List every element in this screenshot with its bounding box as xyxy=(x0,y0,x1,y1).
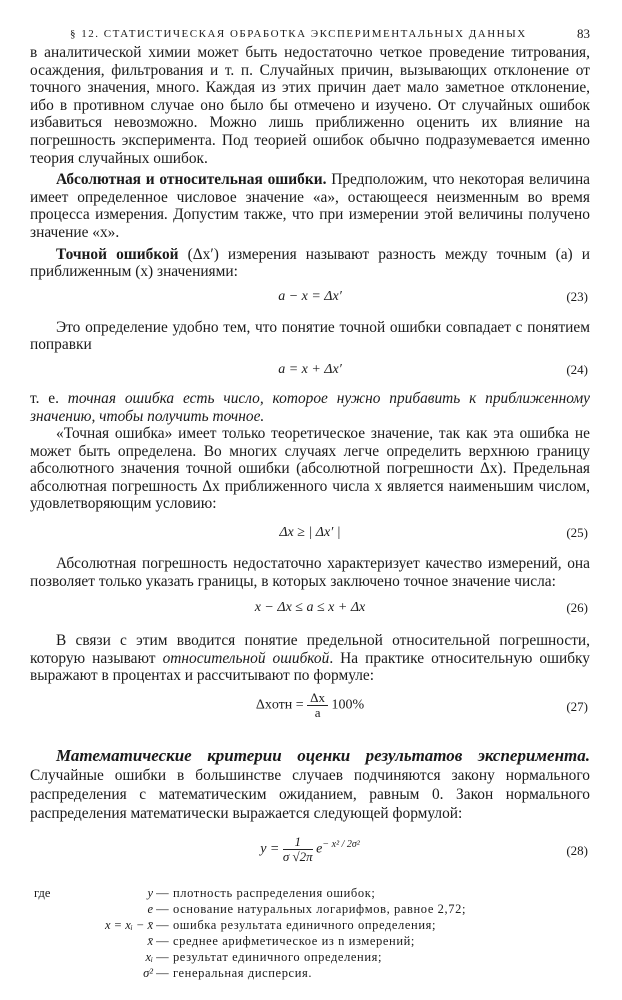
paragraph-absolute-insufficient: Абсолютная погрешность недостаточно характеризует качество измерений, она позволяет только указать границы, в которых заключено точное значение числа: xyxy=(30,555,590,590)
book-page xyxy=(30,22,590,985)
page-number: 83 xyxy=(577,26,590,41)
paragraph-random-errors: в аналитической химии может быть недостаточно четкое проведение титрования, осаждения, фильтрования и т. п. Случайных причин, вызывающих отклонение от точного значения, много. Каждая из этих причин дает мало заметное отклонение, ибо в противном случае оно было бы отмечено и изучено. От случайных ошибок избавиться невозможно. Можно лишь приближенно оценить их влияние на погрешность эксперимента. Под теорией ошибок обычно подразумевается именно теория случайных ошибок. xyxy=(30,44,590,167)
legend-row: x = xᵢ − x̄ — ошибка результата единичного определения; xyxy=(105,918,437,933)
formula-legend xyxy=(30,885,590,985)
paragraph-relative-error: В связи с этим вводится понятие предельной относительной погрешности, которую называют относительной ошибкой. На практике относительную ошибку выражают в процентах и рассчитывают по формуле: xyxy=(30,632,590,685)
term-exact-error: Точной ошибкой xyxy=(56,245,179,263)
exponent: − x² / 2σ² xyxy=(322,839,360,851)
legend-row: e — основание натуральных логарифмов, равное 2,72; xyxy=(147,902,467,917)
running-header xyxy=(30,22,590,44)
legend-label: где xyxy=(34,886,51,901)
equation-28: y = $\frac{1}{\sigma √2\pi}$ $e^{- x^2 / 2\sigma^2}$ (28) xyxy=(260,834,588,865)
term-relative-error: относительной ошибкой xyxy=(162,649,330,667)
paragraph-correction: Это определение удобно тем, что понятие точной ошибки совпадает с понятием поправки xyxy=(30,318,590,354)
equation-number: (28) xyxy=(566,843,588,859)
legend-row: x̄ — среднее арифметическое из n измерений; xyxy=(147,934,415,949)
section-header: § 12. СТАТИСТИЧЕСКАЯ ОБРАБОТКА ЭКСПЕРИМЕНТАЛЬНЫХ ДАННЫХ xyxy=(70,28,527,40)
heading-absolute-relative: Абсолютная и относительная ошибки. xyxy=(56,171,327,189)
paragraph-limit-absolute-error: «Точная ошибка» имеет только теоретическое значение, так как эта ошибка не может быть определена. Во многих случаях легче определить верхнюю границу абсолютного значения точной ошибки (абсолютной погрешности Δx). Предельная абсолютная погрешность Δx приближенного числа x является наименьшим числом, удовлетворяющим условию: xyxy=(30,425,590,513)
equation-27: Δxотн = $\frac{\Delta x}{a}$ 100% (27) xyxy=(255,690,588,721)
paragraph-exact-error-definition: т. е. точная ошибка есть число, которое нужно прибавить к приближенному значению, чтобы получить точное. xyxy=(30,389,590,425)
fraction: $\frac{1}{\sigma √2\pi}$ xyxy=(282,834,313,865)
equation-23: a − x = Δx′ (23) xyxy=(278,288,588,304)
equation-number: (27) xyxy=(566,699,588,715)
equation-number: (24) xyxy=(566,361,588,377)
paragraph-absolute-relative: Абсолютная и относительная ошибки. Предположим, что некоторая величина имеет определенное числовое значение «a», остающееся неизменным во время процесса измерения. Допустим также, что при измерении этой величины получено значение «x». xyxy=(30,171,591,241)
equation-25: Δx ≥ | Δx′ | (25) xyxy=(279,525,588,541)
paragraph-exact-error: Точной ошибкой (Δx′) измерения называют разность между точным (a) и приближенным (x) значениями: xyxy=(30,245,590,281)
section-heading-math-criteria: Математические критерии оценки результатов эксперимента. xyxy=(56,746,590,766)
equation-number: (26) xyxy=(566,600,588,616)
legend-row: xᵢ — результат единичного определения; xyxy=(145,950,383,965)
fraction: $\frac{\Delta x}{a}$ xyxy=(307,691,328,720)
equation-number: (23) xyxy=(566,288,588,304)
legend-row: y — плотность распределения ошибок; xyxy=(147,886,376,901)
section-math-criteria: Математические критерии оценки результатов эксперимента. Случайные ошибки в большинстве случаев подчиняются закону нормального распределения с математическим ожиданием, равным 0. Закон нормального распределения математически выражается следующей формулой: xyxy=(30,746,590,823)
equation-number: (25) xyxy=(566,525,588,541)
equation-26: x − Δx ≤ a ≤ x + Δx (26) xyxy=(254,600,588,616)
legend-row: σ² — генеральная дисперсия. xyxy=(143,966,313,981)
equation-24: a = x + Δx′ (24) xyxy=(278,361,588,377)
